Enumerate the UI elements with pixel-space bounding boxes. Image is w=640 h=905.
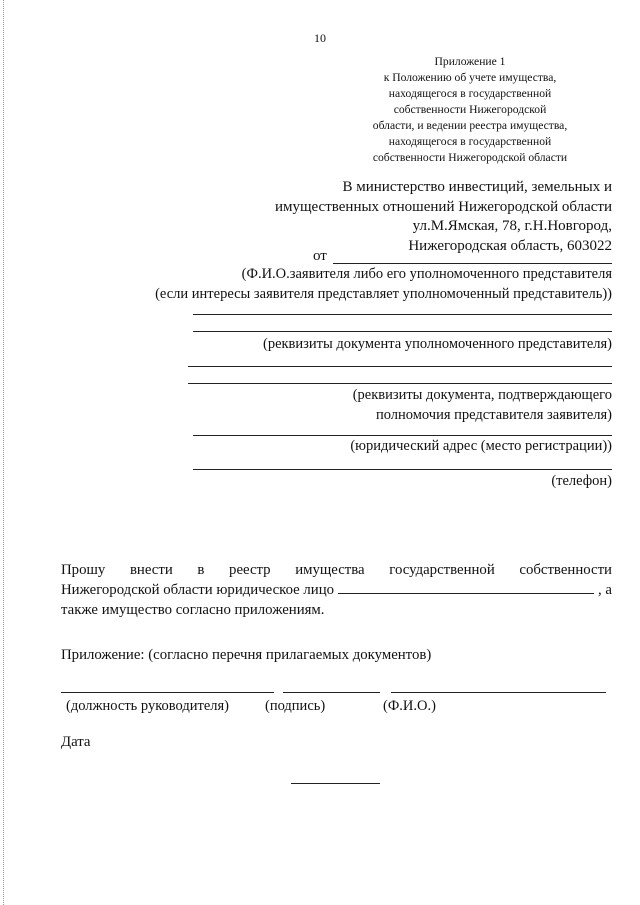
applicant-extra-field[interactable]: [193, 314, 612, 315]
request-text: Нижегородской области юридическое лицо: [61, 582, 335, 598]
request-line-2: [61, 580, 612, 600]
legal-address-caption: (юридический адрес (место регистрации)): [350, 438, 612, 454]
request-paragraph: [61, 560, 612, 620]
addressee-block: [275, 178, 612, 256]
request-word: внести: [129, 562, 173, 578]
from-label: от: [313, 248, 327, 264]
request-word: имущества: [295, 562, 365, 578]
authority-document-field-2[interactable]: [188, 383, 612, 384]
appendix-line: собственности Нижегородской: [393, 103, 547, 116]
phone-field[interactable]: [193, 469, 612, 470]
scan-edge-marks: [3, 0, 4, 905]
signature-line[interactable]: [283, 692, 380, 693]
phone-caption: (телефон): [551, 473, 612, 489]
appendix-header: [340, 54, 600, 166]
annex-text: Приложение: (согласно перечня прилагаемых документов): [61, 647, 432, 663]
request-text: , а: [598, 582, 612, 598]
authority-document-caption: [353, 386, 612, 425]
rep-document-caption: (реквизиты документа уполномоченного представителя): [262, 336, 612, 352]
request-word: реестр: [229, 562, 271, 578]
authority-document-field[interactable]: [188, 366, 612, 367]
fio-caption: (Ф.И.О.): [383, 698, 436, 714]
appendix-line: находящегося в государственной: [388, 135, 552, 148]
position-signature-line[interactable]: [61, 692, 274, 693]
addressee-line: В министерство инвестиций, земельных и: [342, 179, 612, 195]
appendix-line: собственности Нижегородской области: [372, 151, 568, 164]
appendix-line: к Положению об учете имущества,: [383, 71, 557, 84]
applicant-caption: [155, 265, 612, 304]
request-line-1: [61, 560, 612, 580]
sign-caption: (подпись): [265, 698, 326, 714]
fio-signature-line[interactable]: [391, 692, 606, 693]
applicant-name-field[interactable]: [333, 263, 612, 264]
appendix-line: области, и ведении реестра имущества,: [372, 119, 568, 132]
caption-line: полномочия представителя заявителя): [375, 406, 612, 423]
addressee-line: ул.М.Ямская, 78, г.Н.Новгород,: [412, 218, 612, 234]
position-caption: (должность руководителя): [66, 698, 229, 714]
request-word: государственной: [389, 562, 495, 578]
legal-address-field[interactable]: [193, 435, 612, 436]
date-label: Дата: [61, 734, 91, 750]
request-word: собственности: [519, 562, 612, 578]
caption-line: (реквизиты документа, подтверждающего: [352, 387, 612, 403]
page-number: 10: [314, 31, 326, 45]
addressee-line: имущественных отношений Нижегородской области: [274, 198, 612, 215]
closing-rule: [291, 783, 380, 784]
appendix-line: Приложение 1: [434, 55, 506, 68]
rep-document-field[interactable]: [193, 331, 612, 332]
caption-line: (Ф.И.О.заявителя либо его уполномоченного представителя: [241, 266, 612, 282]
request-word: в: [197, 562, 205, 578]
caption-line: (если интересы заявителя представляет уполномоченный представитель)): [155, 285, 612, 302]
appendix-line: находящегося в государственной: [388, 87, 552, 100]
request-word: Прошу: [61, 562, 106, 578]
request-line-3: также имущество согласно приложениям.: [61, 602, 325, 618]
legal-entity-field[interactable]: [338, 593, 594, 594]
addressee-line: Нижегородская область, 603022: [408, 237, 612, 254]
